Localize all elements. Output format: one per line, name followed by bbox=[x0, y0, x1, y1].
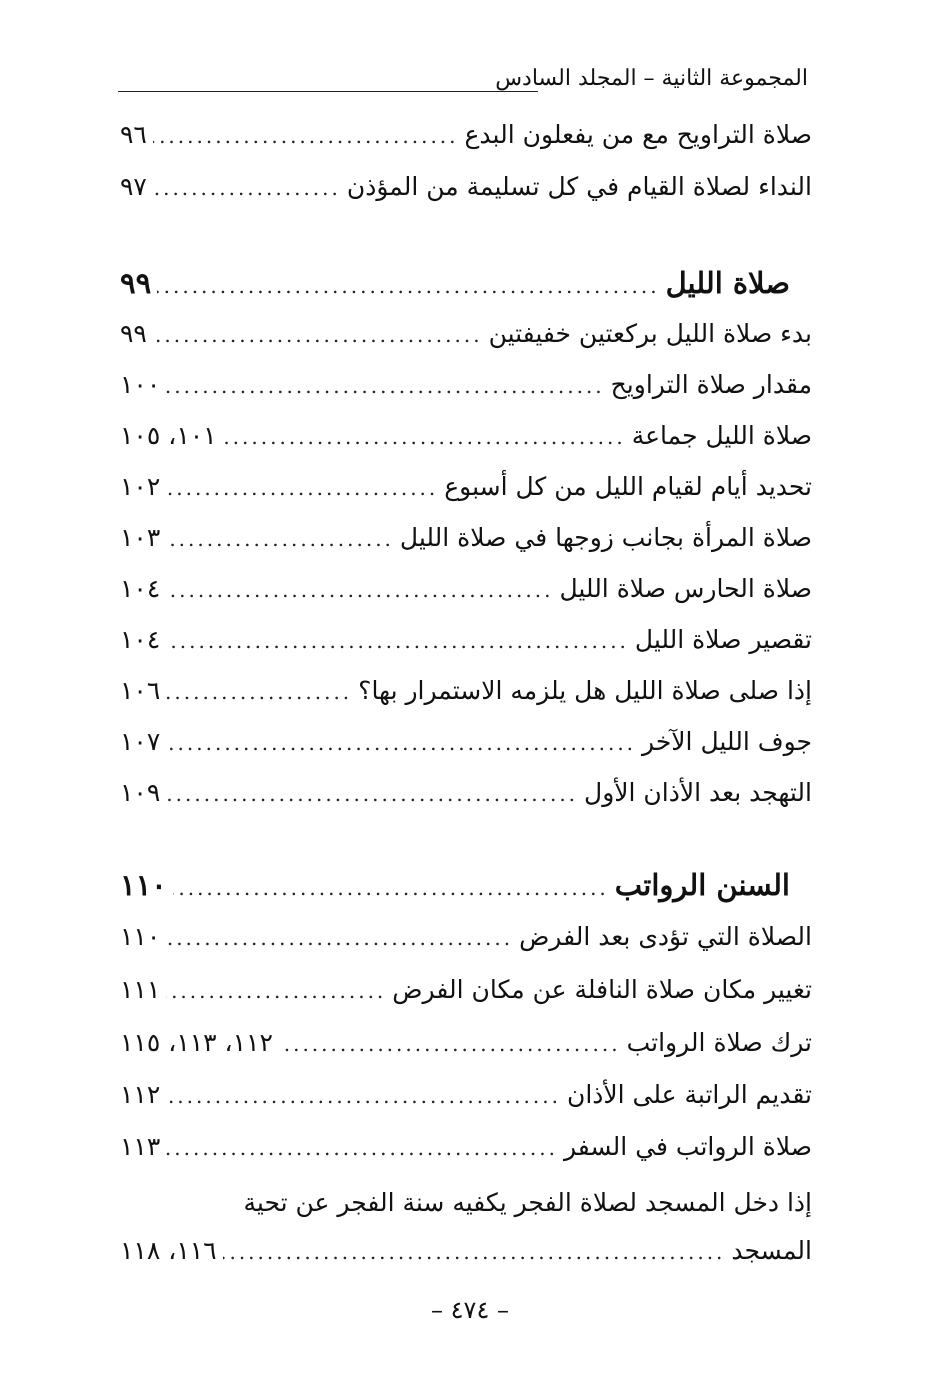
running-header bbox=[118, 64, 808, 98]
toc-entry bbox=[120, 112, 812, 158]
toc-entry-title: بدء صلاة الليل بركعتين خفيفتين bbox=[488, 319, 812, 348]
toc-entry bbox=[120, 413, 812, 459]
toc-entry-pages: ١٠٤ bbox=[120, 625, 161, 654]
toc-entry-title: صلاة الرواتب في السفر bbox=[563, 1132, 812, 1161]
toc-entry bbox=[120, 464, 812, 510]
toc-entry-title: إذا صلى صلاة الليل هل يلزمه الاستمرار بها؟ bbox=[358, 676, 812, 705]
toc-entry-pages: ١٠٤ bbox=[120, 574, 161, 603]
toc-entry bbox=[120, 967, 812, 1013]
toc-entry bbox=[120, 1020, 812, 1066]
toc-entry-title: تقديم الراتبة على الأذان bbox=[566, 1080, 812, 1109]
leader-dots bbox=[166, 363, 604, 409]
toc-section-heading bbox=[120, 860, 790, 910]
leader-dots bbox=[166, 669, 352, 715]
toc-entry bbox=[120, 770, 812, 816]
leader-dots bbox=[223, 1229, 726, 1275]
toc-entry-title: التهجد بعد الأذان الأول bbox=[584, 778, 812, 807]
toc-entry-pages: ٩٧ bbox=[120, 172, 147, 201]
leader-dots bbox=[166, 1125, 558, 1171]
toc-entry-pages: ١١٣ bbox=[120, 1132, 161, 1161]
toc-entry-title: النداء لصلاة القيام في كل تسليمة من المؤذن bbox=[346, 172, 812, 201]
header-title: المجموعة الثانية – المجلد السادس bbox=[495, 66, 808, 91]
toc-entry-title: المسجد bbox=[731, 1236, 812, 1265]
toc-entry bbox=[120, 914, 812, 960]
section-title: السنن الرواتب bbox=[614, 868, 790, 902]
toc-entry-pages: ١١٢ bbox=[120, 1080, 161, 1109]
section-pages: ١١٠ bbox=[120, 868, 167, 902]
leader-dots bbox=[166, 771, 578, 817]
leader-dots bbox=[166, 567, 553, 613]
toc-entry bbox=[120, 515, 812, 561]
leader-dots bbox=[166, 968, 386, 1014]
leader-dots bbox=[153, 165, 341, 211]
toc-entry bbox=[120, 362, 812, 408]
leader-dots bbox=[166, 516, 394, 562]
toc-entry-title: مقدار صلاة التراويح bbox=[610, 370, 812, 399]
toc-entry-title: صلاة التراويح مع من يفعلون البدع bbox=[464, 120, 812, 149]
toc-entry-pages: ١٠١، ١٠٥ bbox=[120, 421, 217, 450]
toc-entry-pages: ٩٩ bbox=[120, 319, 147, 348]
toc-entry bbox=[120, 1228, 812, 1274]
toc-entry-pages: ١٠٦ bbox=[120, 676, 161, 705]
toc-entry-title: صلاة الحارس صلاة الليل bbox=[559, 574, 812, 603]
toc-entry-title: صلاة المرأة بجانب زوجها في صلاة الليل bbox=[399, 523, 812, 552]
toc-entry-pages: ١٠٠ bbox=[120, 370, 161, 399]
toc-entry-wrapped-line bbox=[160, 1180, 812, 1226]
leader-dots bbox=[223, 414, 626, 460]
header-rule bbox=[118, 91, 538, 92]
toc-entry-title: ترك صلاة الرواتب bbox=[626, 1028, 812, 1057]
leader-dots bbox=[157, 261, 659, 311]
toc-entry-title: جوف الليل الآخر bbox=[642, 727, 812, 756]
toc-entry-title: تغيير مكان صلاة النافلة عن مكان الفرض bbox=[392, 975, 812, 1004]
leader-dots bbox=[166, 618, 629, 664]
section-title: صلاة الليل bbox=[665, 266, 790, 300]
toc-entry-pages: ١١٢، ١١٣، ١١٥ bbox=[120, 1028, 273, 1057]
leader-dots bbox=[153, 113, 459, 159]
toc-entry bbox=[120, 1072, 812, 1118]
toc-entry bbox=[120, 566, 812, 612]
leader-dots bbox=[173, 863, 609, 913]
toc-entry-pages: ١٠٣ bbox=[120, 523, 161, 552]
toc-entry-title: صلاة الليل جماعة bbox=[631, 421, 812, 450]
toc-entry-pages: ١١٠ bbox=[120, 922, 161, 951]
leader-dots bbox=[279, 1021, 621, 1067]
leader-dots bbox=[166, 465, 438, 511]
toc-entry-pages: ١٠٧ bbox=[120, 727, 161, 756]
page-number: – ٤٧٤ – bbox=[431, 1296, 509, 1324]
toc-entry bbox=[120, 311, 812, 357]
toc-entry-title: تحديد أيام لقيام الليل من كل أسبوع bbox=[444, 472, 812, 501]
leader-dots bbox=[166, 915, 513, 961]
toc-entry-pages: ٩٦ bbox=[120, 120, 147, 149]
toc-entry-title: الصلاة التي تؤدى بعد الفرض bbox=[519, 922, 812, 951]
toc-entry bbox=[120, 719, 812, 765]
toc-entry-title: تقصير صلاة الليل bbox=[634, 625, 812, 654]
leader-dots bbox=[153, 312, 483, 358]
toc-entry bbox=[120, 1124, 812, 1170]
toc-entry-pages: ١١١ bbox=[120, 975, 161, 1004]
toc-entry bbox=[120, 164, 812, 210]
section-pages: ٩٩ bbox=[120, 266, 152, 300]
toc-section-heading bbox=[120, 258, 790, 308]
toc-entry-pages: ١٠٩ bbox=[120, 778, 161, 807]
toc-entry bbox=[120, 668, 812, 714]
toc-entry-pages: ١١٦، ١١٨ bbox=[120, 1236, 217, 1265]
leader-dots bbox=[166, 720, 636, 766]
toc-entry bbox=[120, 617, 812, 663]
toc-entry-pages: ١٠٢ bbox=[120, 472, 161, 501]
toc-entry-title: إذا دخل المسجد لصلاة الفجر يكفيه سنة الفجر عن تحية bbox=[243, 1188, 812, 1217]
leader-dots bbox=[166, 1073, 561, 1119]
